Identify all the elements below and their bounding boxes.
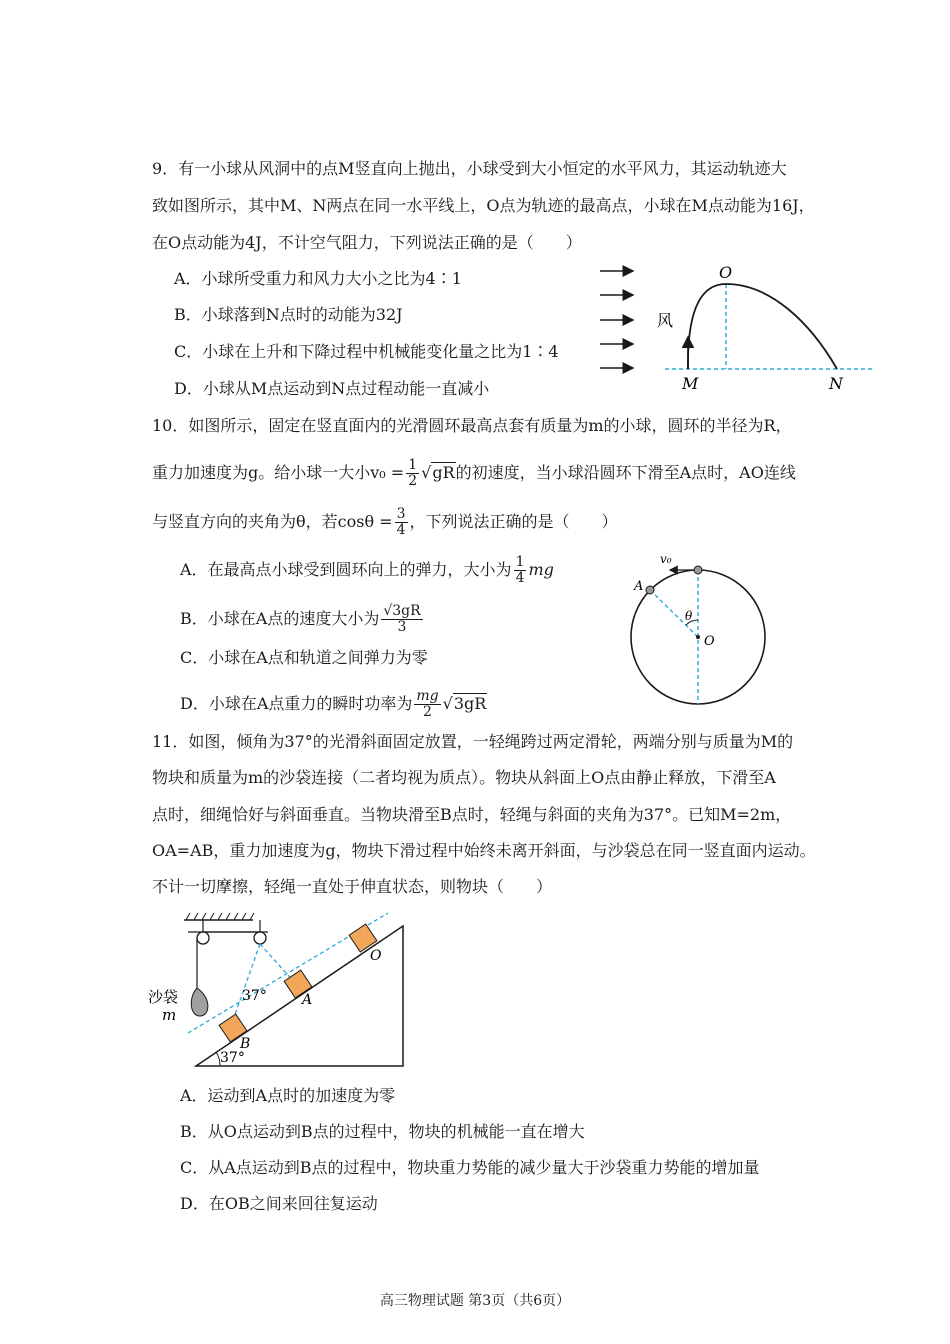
opt-unit: mg — [528, 560, 554, 579]
trajectory-curve — [688, 284, 837, 369]
q11-stem-line-5: 不计一切摩擦，轻绳一直处于伸直状态，则物块（ ） — [152, 877, 553, 896]
q11-option-c: C．从A点运动到B点的过程中，物块重力势能的减少量大于沙袋重力势能的增加量 — [180, 1158, 760, 1177]
opt-text: B．小球在A点的速度大小为 — [180, 609, 380, 628]
q10-option-d: D．小球在A点重力的瞬时功率为 $\frac{mg}{2}$ √3gR — [180, 688, 487, 720]
frac-num: 1 — [408, 457, 418, 473]
q9-option-b: B．小球落到N点时的动能为32J — [174, 305, 403, 324]
frac-den: 2 — [408, 473, 418, 489]
opt-frac — [414, 689, 440, 720]
q11-figure — [148, 908, 418, 1073]
label-angle-base: 37° — [220, 1050, 245, 1066]
frac-num: mg — [416, 688, 439, 704]
q10-option-b — [180, 604, 425, 635]
q11-option-a: A．运动到A点时的加速度为零 — [180, 1086, 396, 1105]
q10-figure — [620, 548, 780, 708]
label-v0: v₀ — [660, 552, 672, 566]
label-o: O — [704, 634, 715, 649]
label-o: O — [719, 263, 733, 282]
opt-sqrt: 3gR — [453, 694, 487, 713]
incline — [196, 926, 403, 1066]
q10-line3-pre: 与竖直方向的夹角为θ，若cosθ = — [152, 512, 393, 531]
q10-line2-post: 的初速度，当小球沿圆环下滑至A点时，AO连线 — [455, 463, 796, 482]
q11-option-d: D．在OB之间来回往复运动 — [180, 1194, 378, 1213]
frac-num: √3gR — [383, 603, 421, 619]
frac-num: 1 — [515, 554, 525, 570]
q11-stem-line-1: 11．如图，倾角为37°的光滑斜面固定放置，一轻绳跨过两定滑轮，两端分别与质量为M的 — [152, 732, 794, 751]
frac-den: 3 — [397, 619, 407, 635]
wind-arrows — [600, 271, 633, 368]
frac-num: 3 — [396, 506, 406, 522]
q9-option-c: C．小球在上升和下降过程中机械能变化量之比为1∶4 — [174, 342, 559, 361]
opt-frac — [381, 604, 422, 635]
opt-text: A．在最高点小球受到圆环向上的弹力，大小为 — [180, 560, 512, 579]
q10-stem-line-3 — [152, 507, 618, 538]
q9-figure — [595, 262, 880, 397]
q10-option-c: C．小球在A点和轨道之间弹力为零 — [180, 648, 428, 667]
q9-stem-line-1: 9．有一小球从风洞中的点M竖直向上抛出，小球受到大小恒定的水平风力，其运动轨迹大 — [152, 159, 787, 178]
q10-option-a — [180, 555, 554, 586]
label-a: A — [634, 579, 644, 594]
q9-option-a: A．小球所受重力和风力大小之比为4∶1 — [174, 269, 462, 288]
q10-frac-cos — [395, 507, 408, 538]
frac-den: 2 — [423, 704, 432, 720]
pulley-right — [254, 932, 266, 944]
label-o: O — [370, 948, 382, 964]
label-b: B — [240, 1036, 251, 1052]
q9-stem-line-3: 在O点动能为4J，不计空气阻力，下列说法正确的是（ ） — [152, 233, 582, 252]
q10-line2-pre: 重力加速度为g。给小球一大小v₀ = — [152, 463, 405, 482]
q11-stem-line-4: OA=AB，重力加速度为g，物块下滑过程中始终未离开斜面，与沙袋总在同一竖直面内运动。 — [152, 841, 816, 860]
q11-stem-line-2: 物块和质量为m的沙袋连接（二者均视为质点）。物块从斜面上O点由静止释放，下滑至A — [152, 768, 776, 787]
wind-label: 风 — [657, 311, 674, 330]
label-a: A — [302, 992, 313, 1008]
label-n: N — [829, 374, 843, 393]
q9-stem-line-2: 致如图所示，其中M、N两点在同一水平线上，O点为轨迹的最高点，小球在M点动能为16J， — [152, 196, 815, 215]
label-m: M — [682, 374, 699, 393]
pulley-left — [197, 932, 209, 944]
q10-stem-line-2: 重力加速度为g。给小球一大小v₀ = $\frac{1}{2}$ √gR的初速度，当小球沿圆环下滑至A点时，AO连线 — [152, 457, 796, 489]
label-theta: θ — [685, 609, 693, 623]
q10-line3-post: ，下列说法正确的是（ ） — [409, 512, 618, 531]
q10-frac-half — [406, 458, 419, 489]
page-footer: 高三物理试题 第3页（共6页） — [379, 1293, 571, 1309]
label-bag: 沙袋 — [148, 988, 179, 1006]
q9-option-d: D．小球从M点运动到N点过程动能一直减小 — [174, 379, 490, 398]
q10-sqrt-gr: gR — [432, 463, 455, 482]
sandbag — [191, 988, 208, 1016]
opt-text: D．小球在A点重力的瞬时功率为 — [180, 694, 413, 713]
q11-option-b: B．从O点运动到B点的过程中，物块的机械能一直在增大 — [180, 1122, 585, 1141]
label-mass-m: m — [162, 1006, 177, 1024]
frac-den: 4 — [396, 522, 406, 538]
label-angle-top: 37° — [242, 988, 267, 1004]
opt-frac — [514, 555, 527, 586]
frac-den: 4 — [515, 570, 525, 586]
q11-stem-line-3: 点时，细绳恰好与斜面垂直。当物块滑至B点时，轻绳与斜面的夹角为37°。已知M=2m， — [152, 805, 792, 824]
q10-stem-line-1: 10．如图所示，固定在竖直面内的光滑圆环最高点套有质量为m的小球，圆环的半径为R， — [152, 416, 792, 435]
